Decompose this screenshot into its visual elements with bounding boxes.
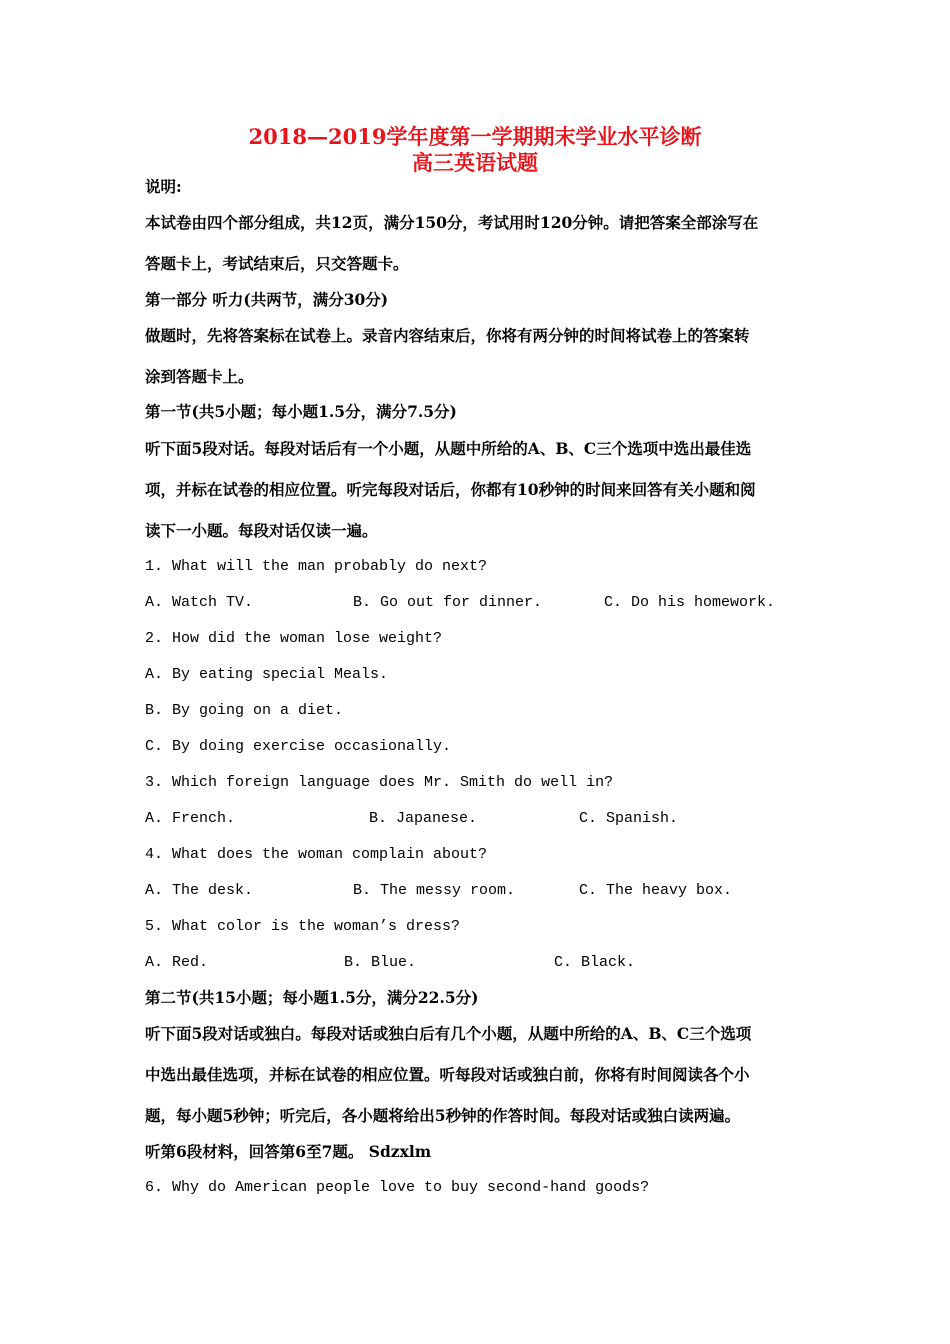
section2-material-note: 听第6段材料，回答第6至7题。 Sdzxlm [145, 1142, 432, 1161]
question-3-option-c: C. Spanish. [579, 810, 679, 827]
question-5-option-c: C. Black. [554, 954, 636, 971]
question-2-option-a: A. By eating special Meals. [145, 666, 389, 683]
question-5-option-b: B. Blue. [344, 954, 417, 971]
question-3-option-a: A. French. [145, 810, 236, 827]
question-4-option-a: A. The desk. [145, 882, 254, 899]
section2-instruction-line-1: 听下面5段对话或独白。每段对话或独白后有几个小题，从题中所给的A、B、C三个选项 [145, 1024, 752, 1043]
question-2-option-c: C. By doing exercise occasionally. [145, 738, 452, 755]
question-2-stem: 2. How did the woman lose weight? [145, 630, 443, 647]
section2-instruction-line-2: 中选出最佳选项，并标在试卷的相应位置。听每段对话或独白前，你将有时间阅读各个小 [145, 1065, 750, 1084]
part1-instruction-line-2: 涂到答题卡上。 [145, 367, 254, 386]
question-1-option-a: A. Watch TV. [145, 594, 254, 611]
question-2-option-b: B. By going on a diet. [145, 702, 344, 719]
exam-title: 2018—2019学年度第一学期期末学业水平诊断 [248, 124, 702, 149]
question-5-stem: 5. What color is the woman’s dress? [145, 918, 461, 935]
question-6-stem: 6. Why do American people love to buy second-hand goods? [145, 1179, 650, 1196]
section2-heading: 第二节(共15小题；每小题1.5分，满分22.5分) [145, 988, 479, 1007]
part1-heading: 第一部分 听力(共两节，满分30分) [145, 290, 389, 309]
section1-heading: 第一节(共5小题；每小题1.5分，满分7.5分) [145, 402, 457, 421]
exam-subtitle: 高三英语试题 [412, 150, 538, 175]
question-4-option-c: C. The heavy box. [579, 882, 733, 899]
section1-instruction-line-3: 读下一小题。每段对话仅读一遍。 [145, 521, 378, 540]
intro-text-line-2: 答题卡上，考试结束后，只交答题卡。 [145, 254, 409, 273]
question-1-option-b: B. Go out for dinner. [353, 594, 543, 611]
section1-instruction-line-2: 项，并标在试卷的相应位置。听完每段对话后，你都有10秒钟的时间来回答有关小题和阅 [145, 480, 756, 499]
part1-instruction-line-1: 做题时，先将答案标在试卷上。录音内容结束后，你将有两分钟的时间将试卷上的答案转 [145, 326, 750, 345]
section2-instruction-line-3: 题，每小题5秒钟；听完后，各小题将给出5秒钟的作答时间。每段对话或独白读两遍。 [145, 1106, 741, 1125]
question-4-option-b: B. The messy room. [353, 882, 516, 899]
question-4-stem: 4. What does the woman complain about? [145, 846, 488, 863]
intro-label: 说明: [145, 177, 182, 196]
section1-instruction-line-1: 听下面5段对话。每段对话后有一个小题，从题中所给的A、B、C三个选项中选出最佳选 [145, 439, 752, 458]
intro-text-line-1: 本试卷由四个部分组成，共12页，满分150分，考试用时120分钟。请把答案全部涂写在 [145, 213, 759, 232]
question-3-option-b: B. Japanese. [369, 810, 478, 827]
question-1-stem: 1. What will the man probably do next? [145, 558, 488, 575]
question-5-option-a: A. Red. [145, 954, 209, 971]
question-1-option-c: C. Do his homework. [604, 594, 776, 611]
question-3-stem: 3. Which foreign language does Mr. Smith do well in? [145, 774, 614, 791]
